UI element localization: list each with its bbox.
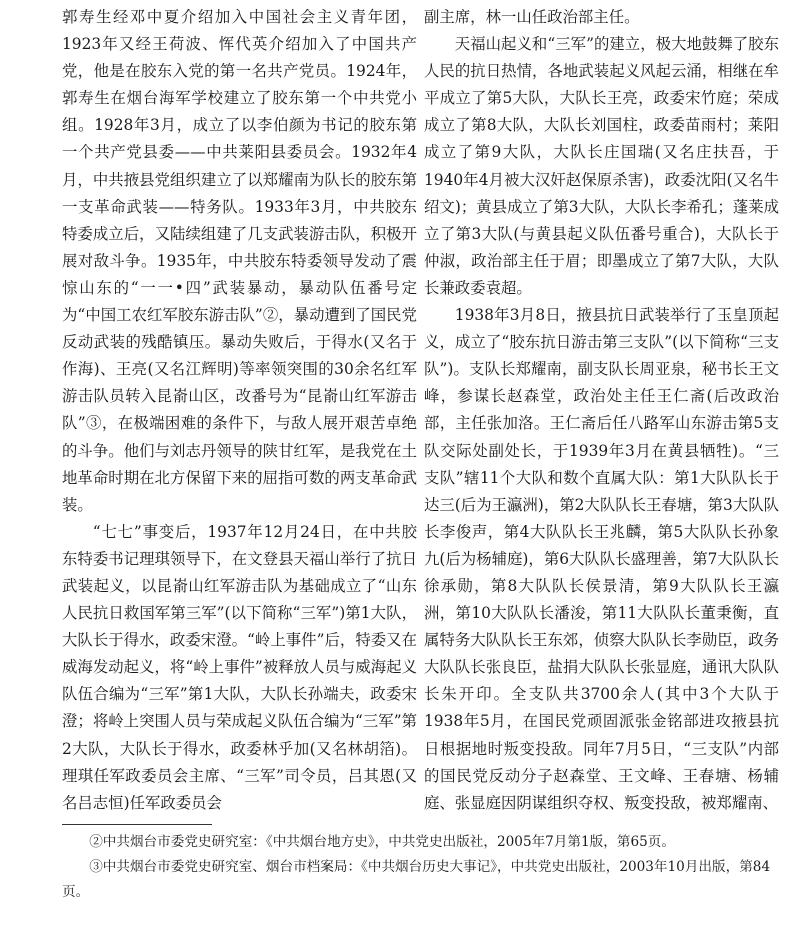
paragraph-continued: 副主席，林一山任政治部主任。 xyxy=(424,8,640,26)
footnotes xyxy=(62,830,778,905)
paragraph-continued: 郭寿生经邓中夏介绍加入中国社会主义青年团，1923年又经王荷波、恽代英介绍加入了中国共产党，他是在胶东入党的第一名共产党员。1924年，郭寿生在烟台海军学校建立了胶东第一个中共党小组。1928年3月，成立了以李伯颜为书记的胶东第一个共产党县委——中共莱阳县委员会。1932年4月，中共掖县党组织建立了以郑耀南为队长的胶东第一支革命武装——特务队。1933年3月，中共胶东特委成立后，又陆续组建了几支武装游击队，积极开展对敌斗争。1935年，中共胶东特委领导发动了震惊山东的“一一•四”武装暴动，暴动队伍番号定为“中国工农红军胶东游击队”②，暴动遭到了国民党反动武装的残酷镇压。暴动失败后，于得水(又名于作海)、王亮(又名江辉明)等率领突围的30余名红军游击队员转入昆嵛山区，改番号为“昆嵛山红军游击队”③，在极端困难的条件下，与敌人展开艰苦卓绝的斗争。他们与刘志丹领导的陕甘红军，是我党在土地革命时期在北方保留下来的屈指可数的两支革命武装。 xyxy=(62,8,417,514)
paragraph: 1938年3月8日，掖县抗日武装举行了玉皇顶起义，成立了“胶东抗日游击第三支队”(以下简称“三支队”)。支队长郑耀南，副支队长周亚泉，秘书长王文峰，参谋长赵森堂，政治处主任王仁斋(后改政治部，主任张加洛。王仁斋后任八路军山东游击第5支队交际处副处长，于1939年3月在黄县牺牲)。“三支队”辖11个大队和数个直属大队：第1大队队长于达三(后为王瀛洲)，第2大队队长王春塘，第3大队队长李俊声，第4大队队长王兆麟，第5大队队长孙象九(后为杨辅庭)，第6大队队长盛理善，第7大队队长徐承勋，第8大队队长侯景清，第9大队队长王瀛洲，第10大队队长潘浚，第11大队队长董秉衡，直属特务大队队长王东郊，侦察大队队长李勋臣，政务大队队长张良臣，盐捐大队队长张显庭，通讯大队队长朱开印。全支队共3700余人(其中3个大队于1938年5月，在国民党顽固派张金铭部进攻掖县抗日根据地时叛变投敌。同年7月5日，“三支队”内部的国民党反动分子赵森堂、王文峰、王春塘、杨辅庭、张显庭因阴谋组织夺权、叛变投敌，被郑耀南、 xyxy=(424,306,779,812)
footnote-divider xyxy=(62,824,212,825)
paragraph: “七七”事变后，1937年12月24日，在中共胶东特委书记理琪领导下，在文登县天福山举行了抗日武装起义，以昆嵛山红军游击队为基础成立了“山东人民抗日救国军第三军”(以下简称“三军”)第1大队，大队长于得水，政委宋澄。“岭上事件”后，特委又在威海发动起义，将“岭上事件”被释放人员与威海起义队伍合编为“三军”第1大队，大队长孙端夫，政委宋澄；将岭上突围人员与荣成起义队伍合编为“三军”第2大队，大队长于得水，政委林乎加(又名林胡箔)。理琪任军政委员会主席、“三军”司令员，吕其恩(又名吕志恒)任军政委员会 xyxy=(62,522,417,812)
left-text-column xyxy=(62,4,417,817)
right-text-column xyxy=(424,4,779,817)
footnote-3: ③中共烟台市委党史研究室、烟台市档案局：《中共烟台历史大事记》，中共党史出版社，2003年10月出版，第84页。 xyxy=(62,859,771,900)
paragraph: 天福山起义和“三军”的建立，极大地鼓舞了胶东人民的抗日热情，各地武装起义风起云涌，相继在牟平成立了第5大队，大队长王亮，政委宋竹庭；荣成成立了第8大队，大队长刘国柱，政委苗雨村；莱阳成立了第9大队，大队长庄国瑞(又名庄扶吾，于1940年4月被大汉奸赵保原杀害)，政委沈阳(又名牛绍文)；黄县成立了第3大队，大队长李希孔；蓬莱成立了第3大队(与黄县起义队伍番号重合)，大队长于仲淑，政治部主任于眉；即墨成立了第7大队，大队长兼政委袁超。 xyxy=(424,35,779,297)
footnote-2: ②中共烟台市委党史研究室：《中共烟台地方史》，中共党史出版社，2005年7月第1版，第65页。 xyxy=(89,834,675,850)
